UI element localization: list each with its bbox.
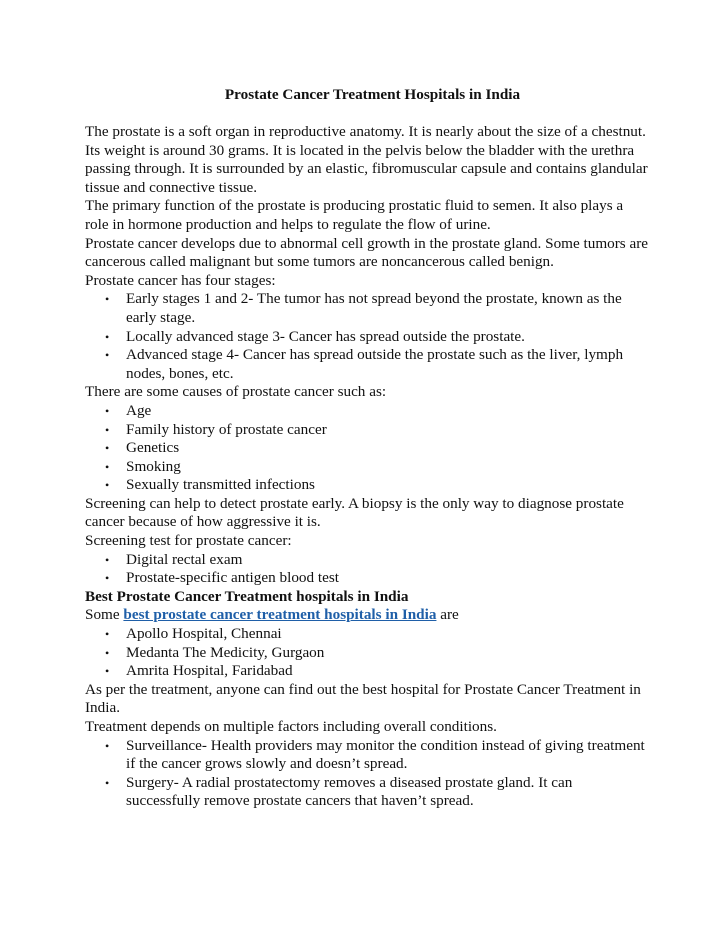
screening-paragraph: Screening can help to detect prostate early. A biopsy is the only way to diagnose prostate cancer because of how aggressive it is. — [85, 494, 624, 531]
hospitals-lead — [85, 606, 650, 625]
bullet-icon: • — [105, 292, 110, 307]
bullet-icon: • — [105, 775, 110, 790]
bullet-icon: • — [105, 403, 110, 418]
list-item-text: Genetics — [126, 439, 180, 457]
bullet-icon: • — [105, 478, 110, 493]
bullet-icon: • — [105, 552, 110, 567]
list-item-text: Digital rectal exam — [126, 550, 243, 568]
hospitals-lead-after: are — [436, 606, 459, 624]
causes-list — [85, 402, 650, 495]
list-item-text: Surveillance- Health providers may monitor the condition instead of giving treatment if the cancer grows slowly and doesn’t spread. — [126, 736, 645, 773]
hospitals-heading: Best Prostate Cancer Treatment hospitals in India — [85, 587, 409, 605]
bullet-icon: • — [105, 664, 110, 679]
intro-paragraph-3: Prostate cancer develops due to abnormal cell growth in the prostate gland. Some tumors are cancerous called malignant but some tumors are noncancerous called benign. — [85, 234, 649, 271]
list-item-text: Family history of prostate cancer — [126, 420, 327, 438]
list-item — [85, 774, 650, 811]
list-item — [85, 551, 650, 570]
list-item — [85, 290, 650, 327]
treatment-list — [85, 737, 650, 811]
list-item — [85, 662, 650, 681]
list-item — [85, 737, 650, 774]
list-item — [85, 346, 650, 383]
hospitals-link[interactable]: best prostate cancer treatment hospitals in India — [123, 606, 437, 624]
treatment-paragraph: As per the treatment, anyone can find out the best hospital for Prostate Cancer Treatment in India. — [85, 680, 641, 717]
intro-paragraph-1: The prostate is a soft organ in reproductive anatomy. It is nearly about the size of a chestnut. Its weight is around 30 grams. It is located in the pelvis below the bladder with the urethra passing through. It is surrounded by an elastic, fibromuscular capsule and contains glandular tissue and connective tissue. — [85, 123, 648, 196]
list-item-text: Medanta The Medicity, Gurgaon — [126, 643, 325, 661]
list-item — [85, 625, 650, 644]
bullet-icon: • — [105, 459, 110, 474]
list-item-text: Surgery- A radial prostatectomy removes a diseased prostate gland. It can successfully remove prostate cancers that haven’t spread. — [126, 773, 573, 810]
list-item — [85, 569, 650, 588]
bullet-icon: • — [105, 348, 110, 363]
bullet-icon: • — [105, 571, 110, 586]
list-item — [85, 644, 650, 663]
causes-lead: There are some causes of prostate cancer such as: — [85, 383, 387, 401]
bullet-icon: • — [105, 738, 110, 753]
list-item — [85, 402, 650, 421]
bullet-icon: • — [105, 441, 110, 456]
list-item-text: Smoking — [126, 457, 181, 475]
list-item — [85, 476, 650, 495]
list-item-text: Apollo Hospital, Chennai — [126, 625, 282, 643]
list-item — [85, 328, 650, 347]
list-item-text: Amrita Hospital, Faridabad — [126, 662, 293, 680]
treatment-lead: Treatment depends on multiple factors including overall conditions. — [85, 718, 497, 735]
list-item-text: Locally advanced stage 3- Cancer has spread outside the prostate. — [126, 327, 525, 345]
list-item-text: Prostate-specific antigen blood test — [126, 569, 339, 587]
list-item — [85, 458, 650, 477]
document-page — [85, 86, 650, 811]
hospitals-list — [85, 625, 650, 681]
bullet-icon: • — [105, 645, 110, 660]
intro-paragraph-2: The primary function of the prostate is producing prostatic fluid to semen. It also plays a role in hormone production and helps to regulate the flow of urine. — [85, 197, 624, 233]
hospitals-lead-before: Some — [85, 606, 124, 624]
screening-list — [85, 551, 650, 588]
list-item — [85, 439, 650, 458]
stages-list — [85, 290, 650, 383]
bullet-icon: • — [105, 329, 110, 344]
list-item-text: Sexually transmitted infections — [126, 476, 315, 494]
list-item-text: Advanced stage 4- Cancer has spread outside the prostate such as the liver, lymph nodes, bones, etc. — [126, 346, 624, 382]
list-item-text: Age — [126, 401, 152, 419]
stages-lead: Prostate cancer has four stages: — [85, 271, 276, 289]
document-title: Prostate Cancer Treatment Hospitals in India — [224, 86, 521, 103]
bullet-icon: • — [105, 422, 110, 437]
list-item — [85, 421, 650, 440]
list-item-text: Early stages 1 and 2- The tumor has not spread beyond the prostate, known as the early stage. — [126, 290, 622, 326]
bullet-icon: • — [105, 627, 110, 642]
screening-lead: Screening test for prostate cancer: — [85, 532, 292, 550]
